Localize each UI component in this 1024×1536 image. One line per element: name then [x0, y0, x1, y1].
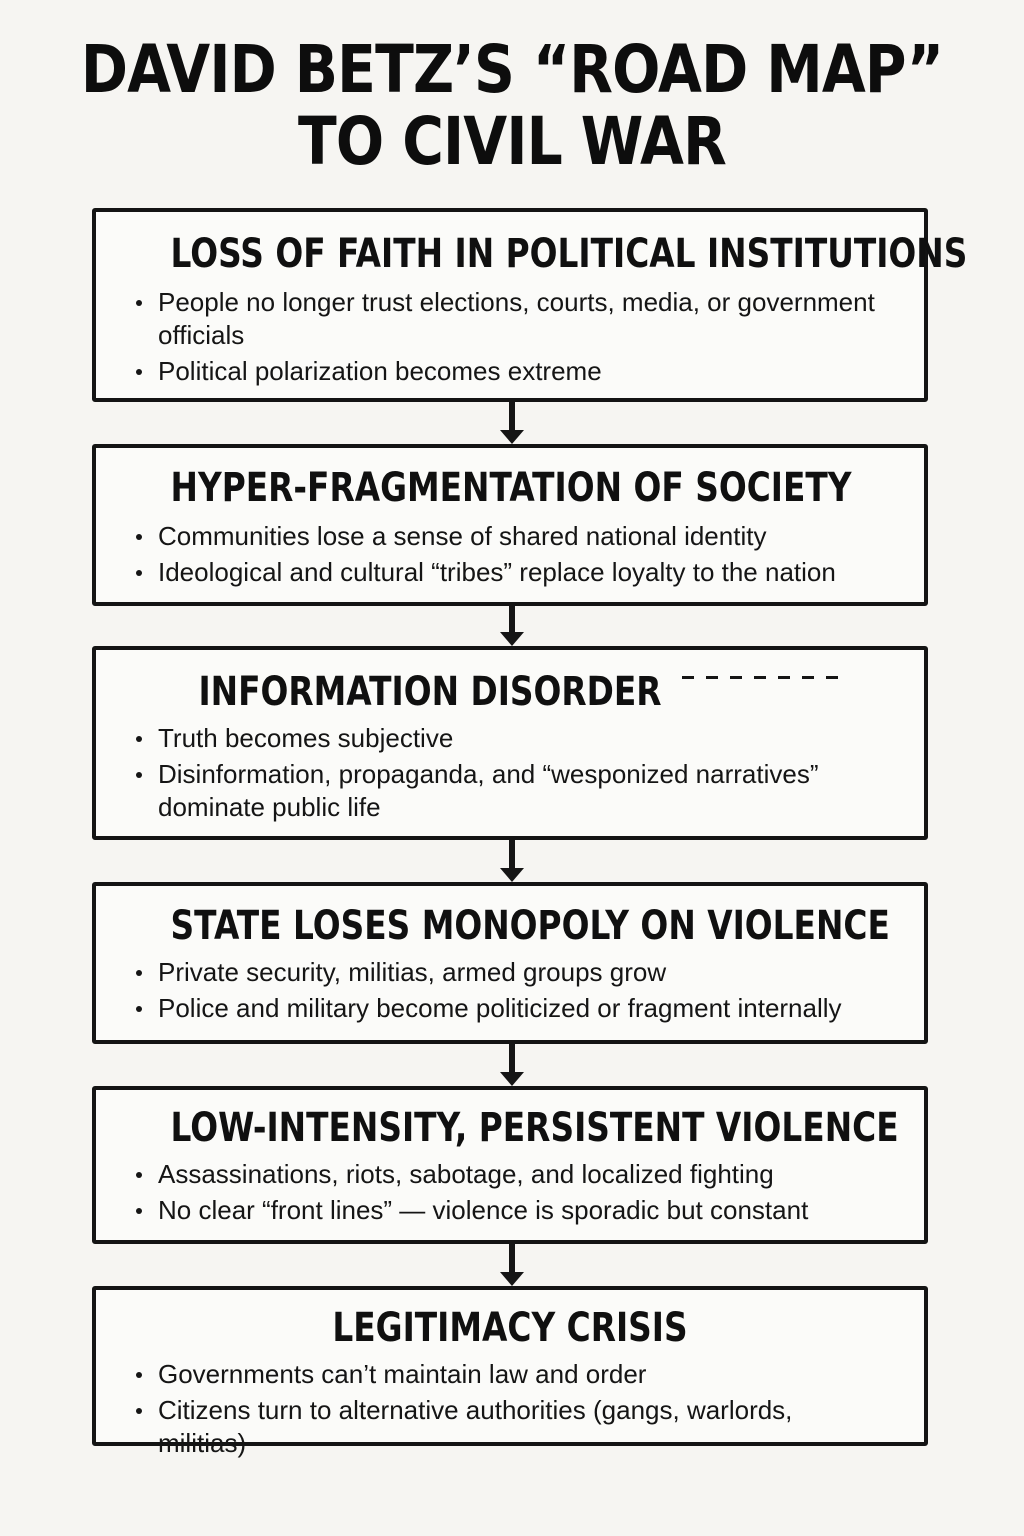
arrow-down-icon: [500, 868, 524, 882]
arrow-down-icon: [500, 632, 524, 646]
bullet-text: Citizens turn to alternative authorities (gangs, warlords, militias): [158, 1395, 793, 1458]
bullet-text: Assassinations, riots, sabotage, and localized fighting: [158, 1159, 774, 1189]
bullet-item: [136, 1394, 884, 1460]
bullet-icon: [136, 970, 142, 976]
bullet-icon: [136, 1408, 142, 1414]
arrow-down-icon: [500, 1072, 524, 1086]
step-heading: LEGITIMACY CRISIS: [332, 1305, 688, 1351]
step-bullet-list: [136, 722, 884, 827]
bullet-text: Disinformation, propaganda, and “wesponized narratives” dominate public life: [158, 759, 819, 822]
bullet-text: People no longer trust elections, courts, media, or government officials: [158, 287, 875, 350]
step-heading: INFORMATION DISORDER: [198, 669, 662, 715]
bullet-item: [136, 956, 884, 989]
bullet-item: [136, 758, 884, 824]
step-bullet-list: [136, 1158, 884, 1230]
bullet-text: Ideological and cultural “tribes” replace loyalty to the nation: [158, 557, 836, 587]
step-box-state-loses-monopoly: [92, 882, 928, 1044]
step-heading: STATE LOSES MONOPOLY ON VIOLENCE: [170, 903, 890, 949]
bullet-icon: [136, 300, 142, 306]
bullet-text: Communities lose a sense of shared national identity: [158, 521, 767, 551]
diagram-title: [72, 31, 953, 180]
step-box-loss-of-faith: [92, 208, 968, 402]
bullet-icon: [136, 1172, 142, 1178]
bullet-icon: [136, 1006, 142, 1012]
step-heading: LOSS OF FAITH IN POLITICAL INSTITUTIONS: [170, 231, 968, 277]
bullet-icon: [136, 1372, 142, 1378]
flow-arrow-2: [500, 606, 524, 646]
bullet-icon: [136, 369, 142, 375]
bullet-item: [136, 1358, 884, 1391]
step-box-hyper-fragmentation: [92, 444, 928, 606]
bullet-text: No clear “front lines” — violence is sporadic but constant: [158, 1195, 809, 1225]
flow-arrow-3: [500, 840, 524, 882]
flow-arrow-1: [500, 402, 524, 444]
bullet-icon: [136, 570, 142, 576]
title-line-1: DAVID BETZ’S “ROAD MAP”: [80, 31, 944, 108]
step-bullet-list: [136, 956, 884, 1028]
bullet-icon: [136, 736, 142, 742]
step-bullet-list: [136, 1358, 884, 1463]
step-bullet-list: [136, 286, 884, 391]
bullet-icon: [136, 534, 142, 540]
step-heading: LOW-INTENSITY, PERSISTENT VIOLENCE: [170, 1105, 899, 1151]
bullet-item: [136, 992, 884, 1025]
title-line-2: TO CIVIL WAR: [298, 103, 726, 180]
bullet-item: [136, 1158, 884, 1191]
bullet-text: Truth becomes subjective: [158, 723, 454, 753]
bullet-text: Governments can’t maintain law and order: [158, 1359, 647, 1389]
arrow-down-icon: [500, 430, 524, 444]
step-box-low-intensity-violence: [92, 1086, 928, 1244]
bullet-item: [136, 520, 884, 553]
bullet-icon: [136, 1208, 142, 1214]
bullet-item: [136, 722, 884, 755]
bullet-icon: [136, 772, 142, 778]
arrow-down-icon: [500, 1272, 524, 1286]
bullet-item: [136, 556, 884, 589]
bullet-text: Police and military become politicized or fragment internally: [158, 993, 842, 1023]
bullet-text: Private security, militias, armed groups grow: [158, 957, 667, 987]
flow-arrow-5: [500, 1244, 524, 1286]
step-bullet-list: [136, 520, 884, 592]
dashed-line-decoration: [682, 676, 840, 679]
bullet-item: [136, 355, 884, 388]
step-box-legitimacy-crisis: [92, 1286, 928, 1458]
bullet-item: [136, 286, 884, 352]
step-box-information-disorder: [92, 646, 928, 840]
flow-arrow-4: [500, 1044, 524, 1086]
bullet-item: [136, 1194, 884, 1227]
bullet-text: Political polarization becomes extreme: [158, 356, 602, 386]
step-heading: HYPER-FRAGMENTATION OF SOCIETY: [170, 465, 852, 511]
